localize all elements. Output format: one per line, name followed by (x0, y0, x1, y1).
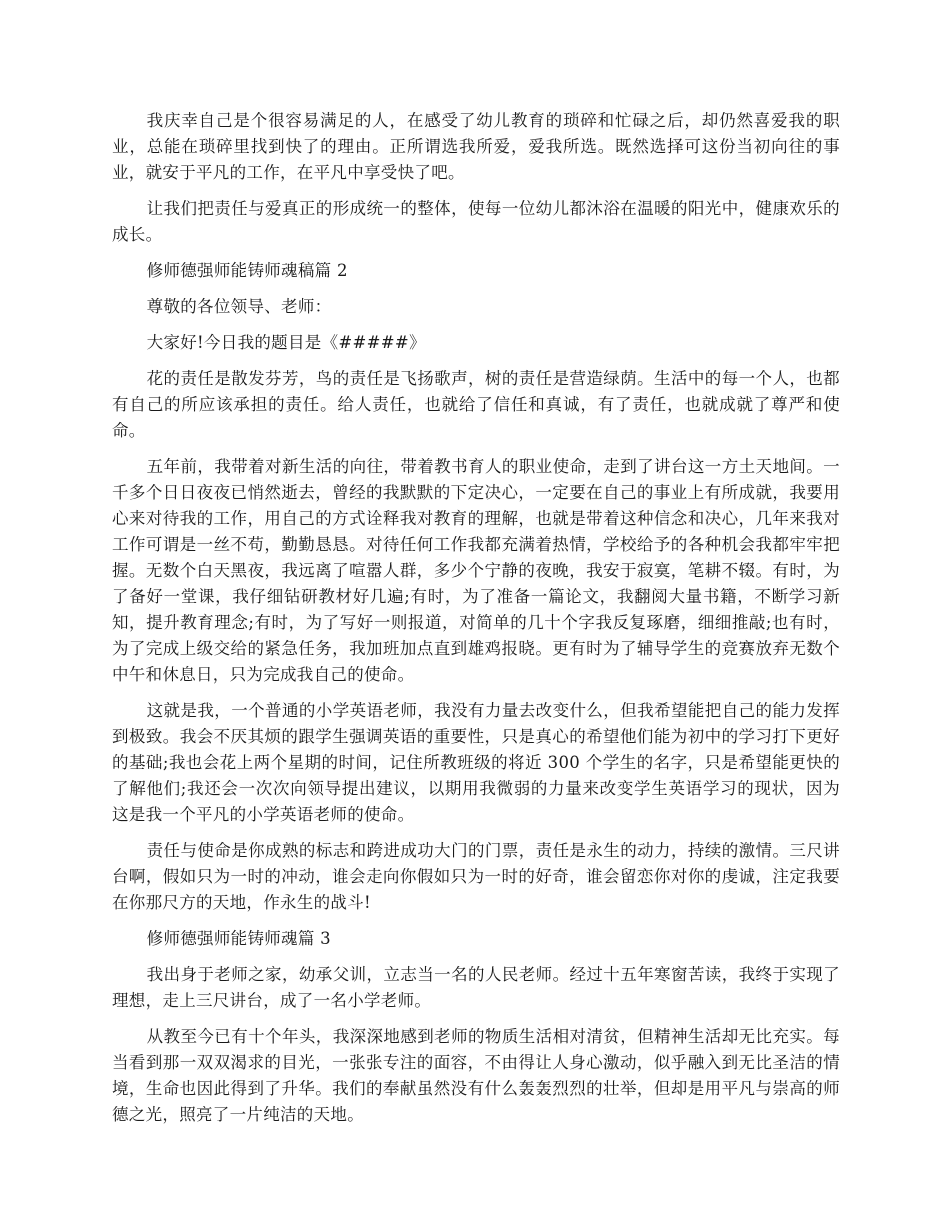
paragraph-english-teacher: 这就是我，一个普通的小学英语老师，我没有力量去改变什么，但我希望能把自己的能力发挥到极致。我会不厌其烦的跟学生强调英语的重要性，只是真心的希望他们能为初中的学习打下更好的基础;我也会花上两个星期的时间，记住所教班级的将近 300 个学生的名字，只是希望能更快的了解他们;我还会一次次向领导提出建议，以期用我微弱的力量来改变学生英语学习的现状，因为这是我一个平凡的小学英语老师的使命。 (112, 701, 840, 824)
greeting-topic: 大家好!今日我的题目是《#####》 (146, 333, 426, 352)
document-body (112, 108, 840, 1138)
section-title-3: 修师德强师能铸师魂篇 3 (146, 929, 331, 948)
section-title-2: 修师德强师能铸师魂稿篇 2 (146, 261, 348, 280)
paragraph-ten-years: 从教至今已有十个年头，我深深地感到老师的物质生活相对清贫，但精神生活却无比充实。每当看到那一双双渴求的目光，一张张专注的面容，不由得让人身心激动，似乎融入到无比圣洁的情境，生命也因此得到了升华。我们的奉献虽然没有什么轰轰烈烈的壮举，但却是用平凡与崇高的师德之光，照亮了一片纯洁的天地。 (112, 1027, 840, 1124)
paragraph-mission: 责任与使命是你成熟的标志和跨进成功大门的门票，责任是永生的动力，持续的激情。三尺讲台啊，假如只为一时的冲动，谁会走向你假如只为一时的好奇，谁会留恋你对你的虔诚，注定我要在你那尺方的天地，作永生的战斗! (112, 841, 840, 912)
paragraph-teacher-family: 我出身于老师之家，幼承父训，立志当一名的人民老师。经过十五年寒窗苦读，我终于实现了理想，走上三尺讲台，成了一名小学老师。 (112, 965, 840, 1010)
paragraph-satisfaction: 我庆幸自己是个很容易满足的人，在感受了幼儿教育的琐碎和忙碌之后，却仍然喜爱我的职业，总能在琐碎里找到快了的理由。正所谓选我所爱，爱我所选。既然选择可这份当初向往的事业，就安于平凡的工作，在平凡中享受快了吧。 (112, 111, 840, 182)
paragraph-five-years-ago: 五年前，我带着对新生活的向往，带着教书育人的职业使命，走到了讲台这一方土天地间。一千多个日日夜夜已悄然逝去，曾经的我默默的下定决心，一定要在自己的事业上有所成就，我要用心来对待我的工作，用自己的方式诠释我对教育的理解，也就是带着这种信念和决心，几年来我对工作可谓是一丝不苟，勤勤恳恳。对待任何工作我都充满着热情，学校给予的各种机会我都牢牢把握。无数个白天黑夜，我远离了喧嚣人群，多少个宁静的夜晚，我安于寂寞，笔耕不辍。有时，为了备好一堂课，我仔细钻研教材好几遍;有时，为了准备一篇论文，我翻阅大量书籍，不断学习新知，提升教育理念;有时，为了写好一则报道，对简单的几十个字我反复琢磨，细细推敲;也有时，为了完成上级交给的紧急任务，我加班加点直到雄鸡报晓。更有时为了辅导学生的竞赛放弃无数个中午和休息日，只为完成我自己的使命。 (112, 457, 840, 684)
paragraph-responsibility-love: 让我们把责任与爱真正的形成统一的整体，使每一位幼儿都沐浴在温暖的阳光中，健康欢乐的成长。 (112, 199, 840, 244)
paragraph-flower-responsibility: 花的责任是散发芬芳，鸟的责任是飞扬歌声，树的责任是营造绿荫。生活中的每一个人，也都有自己的所应该承担的责任。给人责任，也就给了信任和真诚，有了责任，也就成就了尊严和使命。 (112, 369, 840, 440)
salutation: 尊敬的各位领导、老师： (146, 297, 332, 316)
